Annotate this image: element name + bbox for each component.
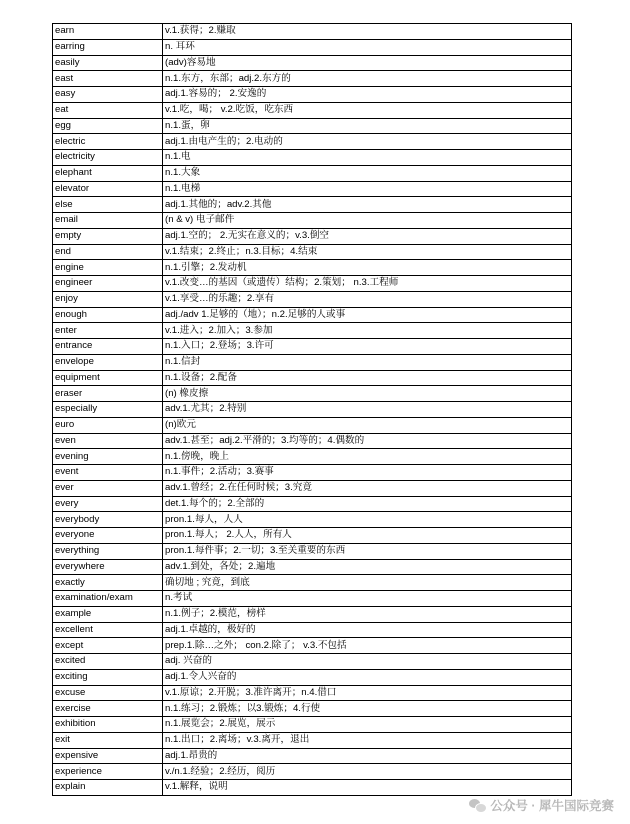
definition-cell: n.1.大象 [163, 165, 572, 181]
word-cell: euro [53, 417, 163, 433]
word-cell: excellent [53, 622, 163, 638]
word-cell: everyone [53, 528, 163, 544]
word-cell: exit [53, 732, 163, 748]
table-row [53, 543, 572, 559]
table-row [53, 559, 572, 575]
word-cell: enough [53, 307, 163, 323]
word-cell: example [53, 606, 163, 622]
word-cell: else [53, 197, 163, 213]
definition-cell: n.1.设备；2.配备 [163, 370, 572, 386]
definition-cell: adj./adv 1.足够的（地）；n.2.足够的人或事 [163, 307, 572, 323]
word-cell: experience [53, 764, 163, 780]
definition-cell: adj.1.由电产生的；2.电动的 [163, 134, 572, 150]
word-cell: email [53, 213, 163, 229]
table-row [53, 150, 572, 166]
table-row [53, 402, 572, 418]
word-cell: engine [53, 260, 163, 276]
table-row [53, 528, 572, 544]
table-row [53, 213, 572, 229]
table-row [53, 291, 572, 307]
table-row [53, 622, 572, 638]
definition-cell: pron.1.每人； 2.人人，所有人 [163, 528, 572, 544]
word-cell: electricity [53, 150, 163, 166]
definition-cell: adj.1.卓越的，极好的 [163, 622, 572, 638]
definition-cell: adv.1.曾经；2.在任何时候；3.究竟 [163, 480, 572, 496]
definition-cell: n.1.信封 [163, 354, 572, 370]
word-cell: electric [53, 134, 163, 150]
word-cell: event [53, 465, 163, 481]
table-row [53, 465, 572, 481]
table-row [53, 496, 572, 512]
word-cell: eraser [53, 386, 163, 402]
word-cell: excuse [53, 685, 163, 701]
table-row [53, 339, 572, 355]
table-row [53, 134, 572, 150]
word-cell: ever [53, 480, 163, 496]
table-row [53, 102, 572, 118]
word-cell: elephant [53, 165, 163, 181]
definition-cell: v.1.结束；2.终止；n.3.目标；4.结束 [163, 244, 572, 260]
word-cell: earn [53, 24, 163, 40]
word-cell: egg [53, 118, 163, 134]
vocabulary-table [52, 23, 572, 796]
word-cell: entrance [53, 339, 163, 355]
definition-cell: adv.1.到处，各处；2.遍地 [163, 559, 572, 575]
table-row [53, 386, 572, 402]
word-cell: end [53, 244, 163, 260]
word-cell: everywhere [53, 559, 163, 575]
definition-cell: n.1.出口；2.离场；v.3.离开，退出 [163, 732, 572, 748]
definition-cell: adj.1.昂贵的 [163, 748, 572, 764]
word-cell: envelope [53, 354, 163, 370]
word-cell: exercise [53, 701, 163, 717]
definition-cell: v.1.获得；2.赚取 [163, 24, 572, 40]
watermark-text: 公众号 · 犀牛国际竞赛 [490, 799, 614, 813]
table-row [53, 181, 572, 197]
word-cell: enter [53, 323, 163, 339]
table-row [53, 732, 572, 748]
word-cell: engineer [53, 276, 163, 292]
definition-cell: v.1.改变…的基因（或遗传）结构；2.策划； n.3.工程师 [163, 276, 572, 292]
table-row [53, 39, 572, 55]
definition-cell: adv.1.尤其；2.特别 [163, 402, 572, 418]
wechat-icon [469, 799, 485, 812]
definition-cell: n.1.傍晚，晚上 [163, 449, 572, 465]
table-row [53, 575, 572, 591]
definition-cell: n.1.事件；2.活动；3.赛事 [163, 465, 572, 481]
word-cell: earring [53, 39, 163, 55]
word-cell: elevator [53, 181, 163, 197]
word-cell: everybody [53, 512, 163, 528]
table-row [53, 669, 572, 685]
word-cell: especially [53, 402, 163, 418]
table-row [53, 354, 572, 370]
definition-cell: adj. 兴奋的 [163, 654, 572, 670]
table-row [53, 228, 572, 244]
table-row [53, 433, 572, 449]
table-row [53, 685, 572, 701]
table-row [53, 55, 572, 71]
word-cell: easily [53, 55, 163, 71]
word-cell: equipment [53, 370, 163, 386]
table-row [53, 654, 572, 670]
table-row [53, 323, 572, 339]
definition-cell: n.1.展览会；2.展览，展示 [163, 717, 572, 733]
table-row [53, 370, 572, 386]
table-row [53, 24, 572, 40]
definition-cell: (n & v) 电子邮件 [163, 213, 572, 229]
definition-cell: n.1.例子；2.模范，榜样 [163, 606, 572, 622]
table-row [53, 512, 572, 528]
word-cell: everything [53, 543, 163, 559]
definition-cell: v.1.吃，喝； v.2.吃饭，吃东西 [163, 102, 572, 118]
definition-cell: adj.1.其他的；adv.2.其他 [163, 197, 572, 213]
definition-cell: n.1.引擎；2.发动机 [163, 260, 572, 276]
table-row [53, 118, 572, 134]
definition-cell: v./n.1.经验；2.经历，阅历 [163, 764, 572, 780]
definition-cell: (n) 橡皮擦 [163, 386, 572, 402]
definition-cell: n.1.电 [163, 150, 572, 166]
table-row [53, 748, 572, 764]
definition-cell: v.1.享受…的乐趣；2.享有 [163, 291, 572, 307]
table-row [53, 591, 572, 607]
word-cell: empty [53, 228, 163, 244]
table-row [53, 307, 572, 323]
definition-cell: (adv)容易地 [163, 55, 572, 71]
table-row [53, 165, 572, 181]
table-row [53, 480, 572, 496]
table-row [53, 244, 572, 260]
table-row [53, 717, 572, 733]
word-cell: east [53, 71, 163, 87]
table-row [53, 764, 572, 780]
vocabulary-table-body [53, 24, 572, 796]
table-row [53, 701, 572, 717]
word-cell: even [53, 433, 163, 449]
word-cell: every [53, 496, 163, 512]
definition-cell: v.1.原谅；2.开脱；3.准许离开；n.4.借口 [163, 685, 572, 701]
definition-cell: pron.1.每件事；2.一切；3.至关重要的东西 [163, 543, 572, 559]
definition-cell: pron.1.每人，人人 [163, 512, 572, 528]
word-cell: exhibition [53, 717, 163, 733]
definition-cell: 确切地 ; 究竟，到底 [163, 575, 572, 591]
word-cell: except [53, 638, 163, 654]
table-row [53, 417, 572, 433]
table-row [53, 780, 572, 796]
table-row [53, 71, 572, 87]
definition-cell: n.1.电梯 [163, 181, 572, 197]
definition-cell: v.1.进入；2.加入；3.参加 [163, 323, 572, 339]
table-row [53, 276, 572, 292]
table-row [53, 606, 572, 622]
word-cell: exactly [53, 575, 163, 591]
word-cell: expensive [53, 748, 163, 764]
definition-cell: n. 耳环 [163, 39, 572, 55]
word-cell: enjoy [53, 291, 163, 307]
definition-cell: det.1.每个的；2.全部的 [163, 496, 572, 512]
definition-cell: prep.1.除…之外； con.2.除了； v.3.不包括 [163, 638, 572, 654]
watermark [469, 796, 614, 814]
word-cell: evening [53, 449, 163, 465]
table-row [53, 449, 572, 465]
word-cell: exciting [53, 669, 163, 685]
definition-cell: adv.1.甚至；adj.2.平滑的；3.均等的；4.偶数的 [163, 433, 572, 449]
definition-cell: n.1.东方，东部；adj.2.东方的 [163, 71, 572, 87]
definition-cell: v.1.解释，说明 [163, 780, 572, 796]
word-cell: explain [53, 780, 163, 796]
table-row [53, 197, 572, 213]
definition-cell: n.考试 [163, 591, 572, 607]
table-row [53, 638, 572, 654]
definition-cell: n.1.练习；2.锻炼；以3.锻炼；4.行使 [163, 701, 572, 717]
definition-cell: (n)欧元 [163, 417, 572, 433]
word-cell: easy [53, 87, 163, 103]
definition-cell: adj.1.空的； 2.无实在意义的；v.3.倒空 [163, 228, 572, 244]
definition-cell: n.1.入口；2.登场；3.许可 [163, 339, 572, 355]
word-cell: eat [53, 102, 163, 118]
definition-cell: n.1.蛋，卵 [163, 118, 572, 134]
definition-cell: adj.1.容易的； 2.安逸的 [163, 87, 572, 103]
table-row [53, 87, 572, 103]
word-cell: examination/exam [53, 591, 163, 607]
word-cell: excited [53, 654, 163, 670]
definition-cell: adj.1.令人兴奋的 [163, 669, 572, 685]
table-row [53, 260, 572, 276]
